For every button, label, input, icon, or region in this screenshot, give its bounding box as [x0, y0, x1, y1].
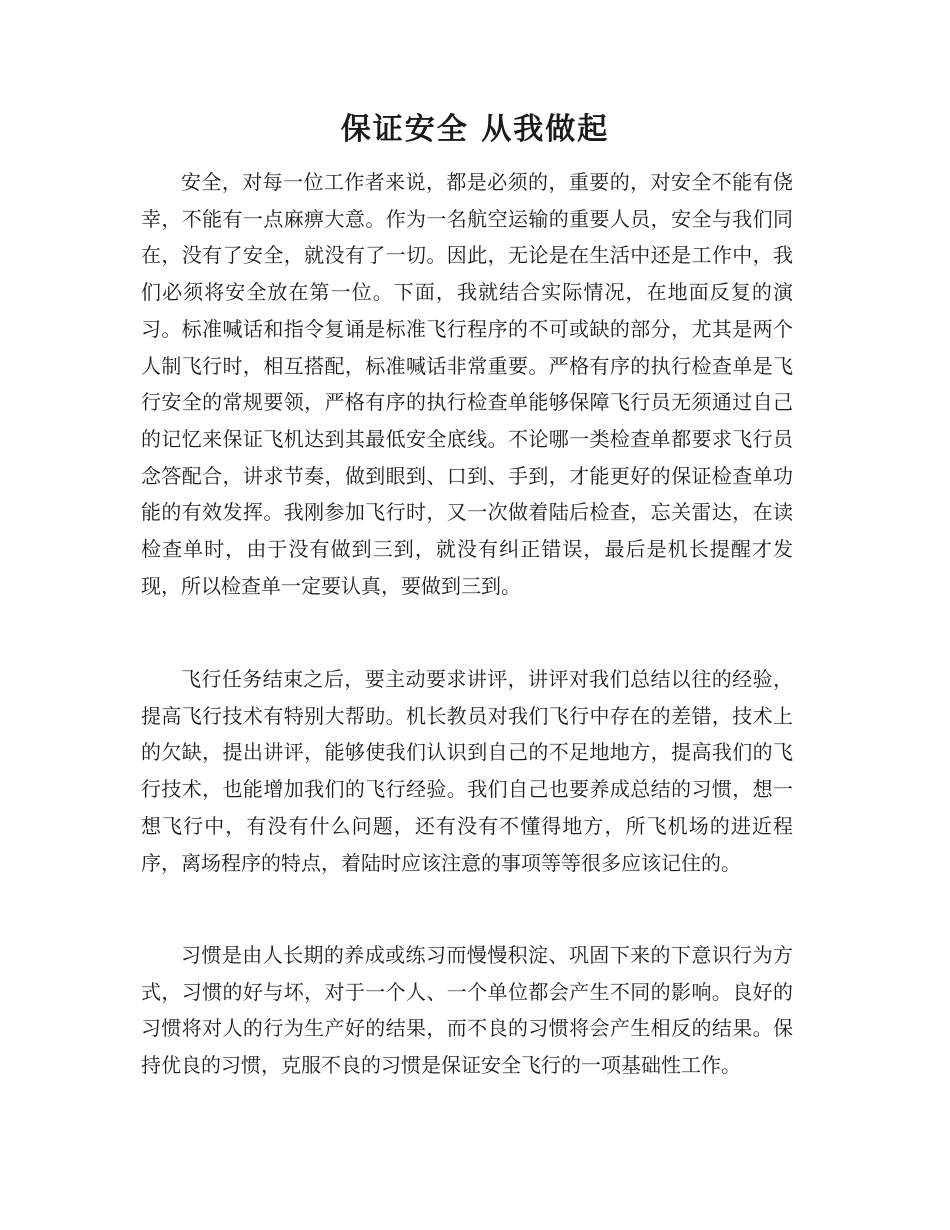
paragraph-flight-review: 飞行任务结束之后，要主动要求讲评，讲评对我们总结以往的经验，提高飞行技术有特别大帮助。机长教员对我们飞行中存在的差错，技术上的欠缺，提出讲评，能够使我们认识到自己的不足地地方，提高我们的飞行技术，也能增加我们的飞行经验。我们自己也要养成总结的习惯，想一想飞行中，有没有什么问题，还有没有不懂得地方，所飞机场的进近程序，离场程序的特点，着陆时应该注意的事项等等很多应该记住的。: [141, 667, 793, 875]
paragraph-habits: 习惯是由人长期的养成或练习而慢慢积淀、巩固下来的下意识行为方式，习惯的好与坏，对于一个人、一个单位都会产生不同的影响。良好的习惯将对人的行为生产好的结果，而不良的习惯将会产生相反的结果。保持优良的习惯，克服不良的习惯是保证安全飞行的一项基础性工作。: [141, 943, 793, 1078]
paragraph-safety-first: 安全，对每一位工作者来说，都是必须的，重要的，对安全不能有侥幸，不能有一点麻痹大意。作为一名航空运输的重要人员，安全与我们同在，没有了安全，就没有了一切。因此，无论是在生活中还是工作中，我们必须将安全放在第一位。下面，我就结合实际情况，在地面反复的演习。标准喊话和指令复诵是标准飞行程序的不可或缺的部分，尤其是两个人制飞行时，相互搭配，标准喊话非常重要。严格有序的执行检查单是飞行安全的常规要领，严格有序的执行检查单能够保障飞行员无须通过自己的记忆来保证飞机达到其最低安全底线。不论哪一类检查单都要求飞行员念答配合，讲求节奏，做到眼到、口到、手到，才能更好的保证检查单功能的有效发挥。我刚参加飞行时，又一次做着陆后检查，忘关雷达，在读检查单时，由于没有做到三到，就没有纠正错误，最后是机长提醒才发现，所以检查单一定要认真，要做到三到。: [141, 170, 793, 598]
document-title: 保证安全 从我做起: [340, 112, 610, 147]
